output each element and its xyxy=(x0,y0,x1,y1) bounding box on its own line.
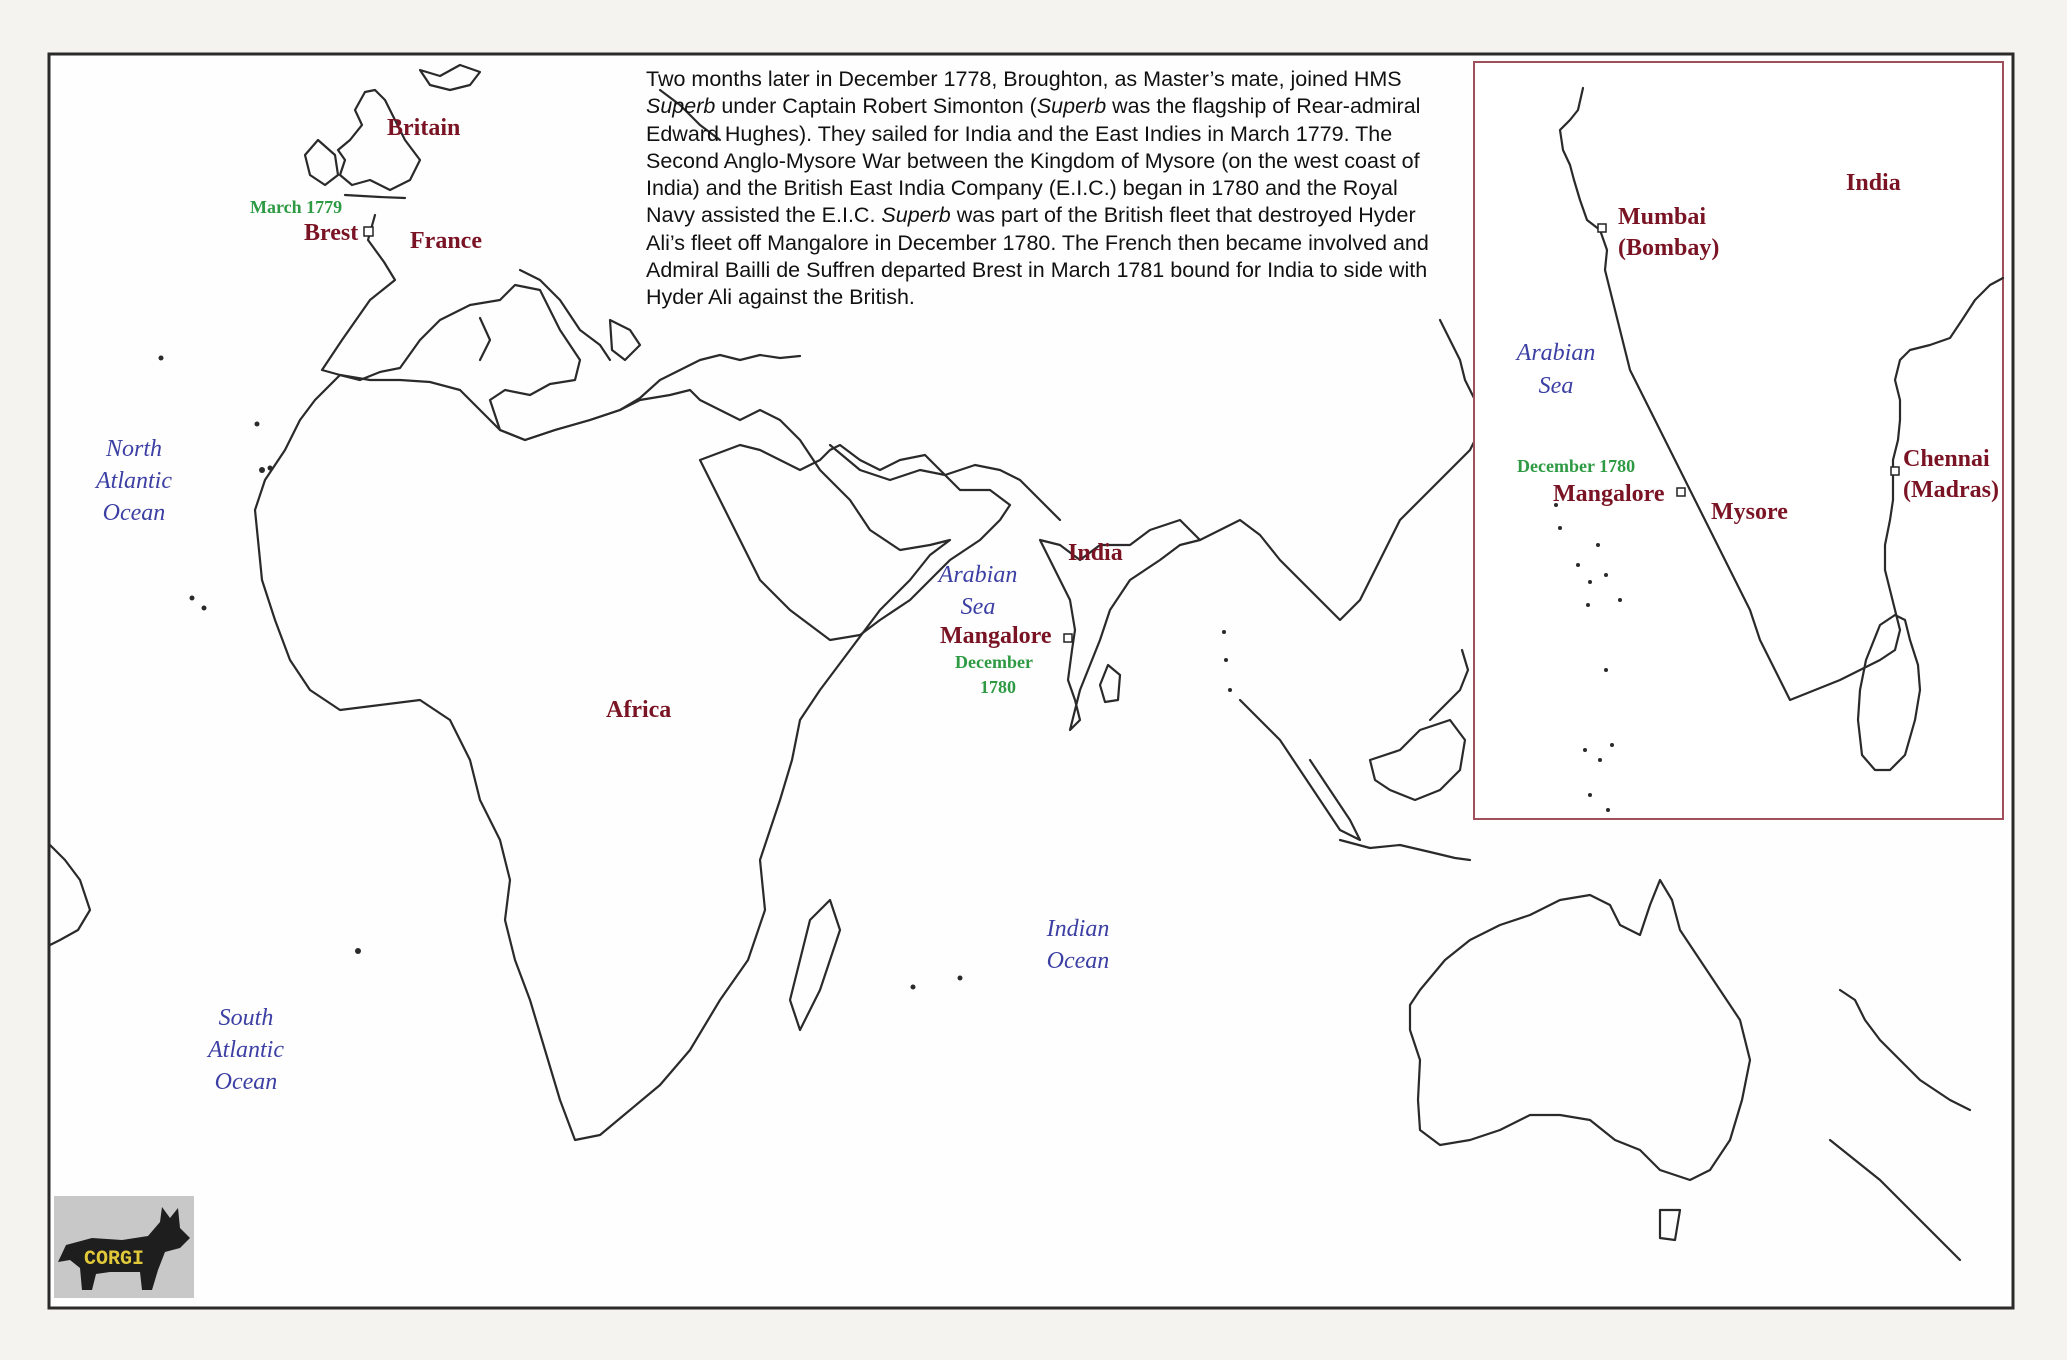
inset-label-mangalore-date: December 1780 xyxy=(1517,456,1636,476)
ship-name-1: Superb xyxy=(646,94,716,119)
narrative-part-2: under Captain Robert Simonton ( xyxy=(715,94,1037,119)
inset-label-mysore: Mysore xyxy=(1711,499,1788,525)
svg-text:Sea: Sea xyxy=(1538,373,1574,399)
svg-text:Indian: Indian xyxy=(1046,916,1110,942)
svg-text:Arabian: Arabian xyxy=(1516,340,1596,366)
label-brest-date: March 1779 xyxy=(250,197,343,217)
svg-text:Ocean: Ocean xyxy=(214,1069,278,1095)
label-india: India xyxy=(1068,540,1123,566)
label-mangalore: Mangalore xyxy=(940,623,1052,649)
corgi-logo-text: CORGI xyxy=(84,1248,145,1271)
narrative-part-4: was part of the British fleet that destroyed Hyder Ali’s fleet off Mangalore in December 1780. The French then became involved and Admiral Bailli de Suffren departed Brest in March 1781 bound for India to side with Hyder Ali against the British. xyxy=(646,203,1429,310)
label-brest: Brest xyxy=(304,220,359,246)
svg-text:Sea: Sea xyxy=(960,594,996,620)
inset-frame xyxy=(1474,62,2003,819)
narrative-text xyxy=(646,66,1452,312)
narrative-part-3: was the flagship of Rear-admiral Edward Hughes). They sailed for India and the East Indies in March 1779. The Second Anglo-Mysore War between the Kingdom of Mysore (on the west coast of India) and the British East India Company (E.I.C.) began in 1780 and the Royal Navy assisted the E.I.C. xyxy=(646,94,1421,228)
svg-text:(Madras): (Madras) xyxy=(1903,477,1999,503)
inset-map xyxy=(1474,62,2003,819)
svg-text:(Bombay): (Bombay) xyxy=(1618,235,1720,261)
svg-text:Atlantic: Atlantic xyxy=(96,468,172,494)
svg-text:Atlantic: Atlantic xyxy=(208,1037,284,1063)
ship-name-3: Superb xyxy=(881,203,951,228)
inset-label-india: India xyxy=(1846,170,1901,196)
narrative-part-1: Two months later in December 1778, Broughton, as Master’s mate, joined HMS xyxy=(646,67,1402,91)
svg-text:Arabian: Arabian xyxy=(938,562,1018,588)
svg-text:Ocean: Ocean xyxy=(1046,948,1110,974)
label-mangalore-date-2: 1780 xyxy=(980,677,1016,697)
brest-marker xyxy=(364,227,373,236)
svg-text:North: North xyxy=(105,436,163,462)
svg-text:South: South xyxy=(218,1005,274,1031)
corgi-logo xyxy=(54,1196,194,1298)
ship-name-2: Superb xyxy=(1036,94,1107,119)
svg-text:Chennai: Chennai xyxy=(1903,446,1990,472)
mangalore-marker xyxy=(1064,634,1072,642)
inset-label-mangalore: Mangalore xyxy=(1553,481,1665,507)
inset-chennai-marker xyxy=(1891,467,1899,475)
label-north-atlantic-ocean xyxy=(94,436,172,526)
inset-mangalore-marker xyxy=(1677,488,1685,496)
svg-text:Mumbai: Mumbai xyxy=(1618,204,1707,230)
svg-text:Ocean: Ocean xyxy=(102,500,166,526)
label-france: France xyxy=(410,228,482,254)
inset-mumbai-marker xyxy=(1598,224,1606,232)
label-africa: Africa xyxy=(606,697,672,723)
label-south-atlantic-ocean xyxy=(206,1005,284,1095)
label-britain: Britain xyxy=(387,115,461,141)
label-mangalore-date-1: December xyxy=(955,652,1033,672)
